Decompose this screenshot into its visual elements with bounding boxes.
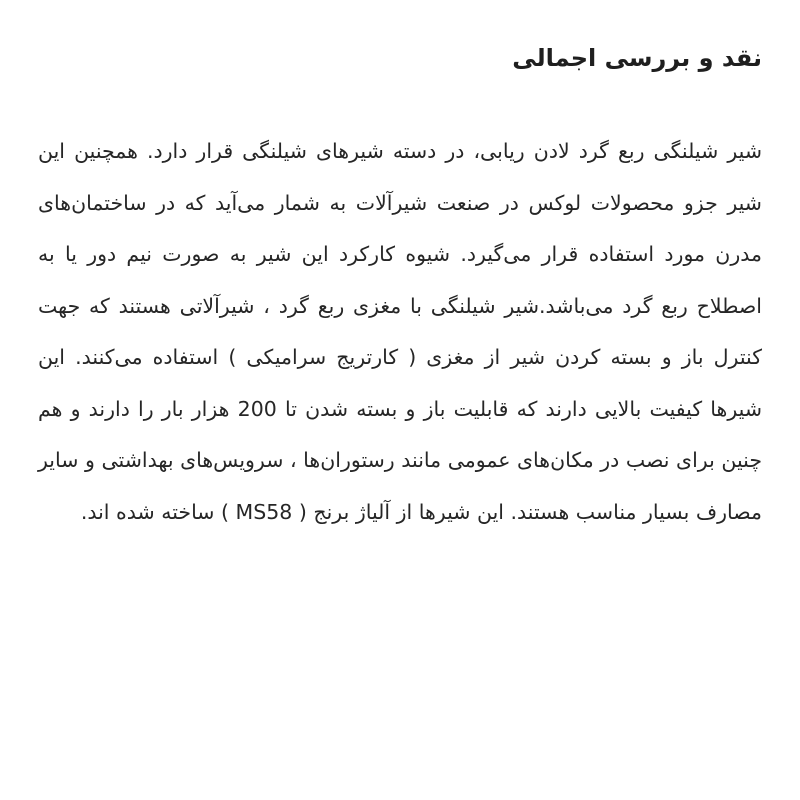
review-paragraph: شیر شیلنگی ربع گرد لادن ریابی، در دسته شیرهای شیلنگی قرار دارد. همچنین این شیر جزو محصولات لوکس در صنعت شیرآلات به شمار می‌آید که در ساختمان‌های مدرن مورد استفاده قرار می‌گیرد. شیوه کارکرد این شیر به صورت نیم دور یا به اصطلاح ربع گرد می‌باشد.شیر شیلنگی با مغزی ربع گرد ، شیرآلاتی هستند که جهت کنترل باز و بسته کردن شیر از مغزی ( کارتریج سرامیکی ) استفاده می‌کنند. این شیرها کیفیت بالایی دارند که قابلیت باز و بسته شدن تا 200 هزار بار را دارند و هم چنین برای نصب در مکان‌های عمومی مانند رستوران‌ها ، سرویس‌های بهداشتی و سایر مصارف بسیار مناسب هستند. این شیرها از آلیاژ برنج ( MS58 ) ساخته شده اند. bbox=[38, 139, 762, 524]
section-title: نقد و بررسی اجمالی bbox=[512, 44, 762, 72]
